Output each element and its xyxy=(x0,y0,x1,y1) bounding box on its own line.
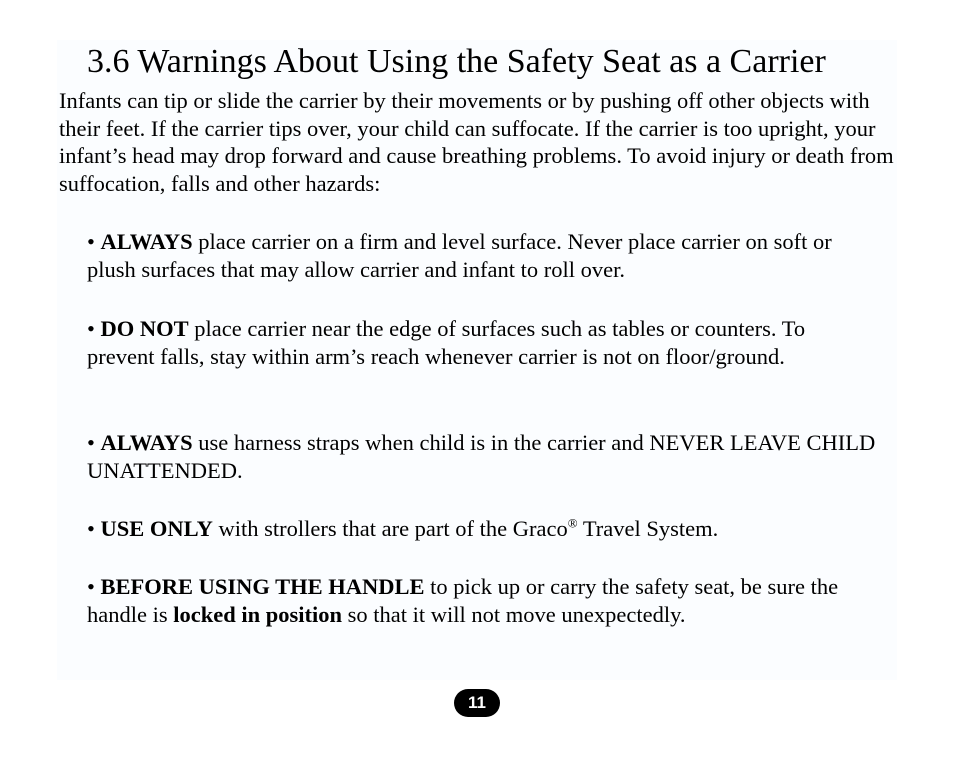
warning-text: to pick up or carry the safety seat, be sure the handle is xyxy=(87,574,839,627)
warning-text: place carrier on a firm and level surface. Never place carrier on soft or plush surfaces that may allow carrier and infant to roll over. xyxy=(87,229,832,282)
warning-emphasis: locked in position xyxy=(173,601,343,627)
bullet-glyph: • xyxy=(87,430,95,455)
warning-text: place carrier near the edge of surfaces such as tables or counters. To prevent falls, stay within arm’s reach whenever carrier is not on floor/ground. xyxy=(87,316,806,369)
warning-lead: ALWAYS xyxy=(100,229,193,254)
warning-text: use harness straps when child is in the carrier and NEVER LEAVE CHILD UNATTENDED. xyxy=(87,430,876,483)
warning-lead: ALWAYS xyxy=(100,430,193,455)
warning-item-edge-of-surfaces xyxy=(87,315,877,370)
warning-text: so that it will not move unexpectedly. xyxy=(342,601,686,627)
bullet-glyph: • xyxy=(87,316,95,341)
warning-lead: BEFORE USING THE HANDLE xyxy=(100,574,425,599)
bullet-glyph: • xyxy=(87,229,95,254)
warning-item-strollers xyxy=(87,515,877,543)
warning-text: Travel System. xyxy=(577,516,719,541)
registered-mark: ® xyxy=(567,515,578,531)
page-title: 3.6 Warnings About Using the Safety Seat as a Carrier xyxy=(87,43,826,80)
page-number-badge: 11 xyxy=(454,689,500,717)
warning-item-firm-surface xyxy=(87,228,877,283)
bullet-glyph: • xyxy=(87,516,95,541)
warning-item-handle xyxy=(87,573,877,628)
intro-paragraph: Infants can tip or slide the carrier by their movements or by pushing off other objects with their feet. If the carrier tips over, your child can suffocate. If the carrier is too upright, your infant’s head may drop forward and cause breathing problems. To avoid injury or death from suffocation, falls and other hazards: xyxy=(59,88,894,196)
warning-text: with strollers that are part of the Graco xyxy=(212,516,568,541)
bullet-glyph: • xyxy=(87,574,95,599)
warning-lead: USE ONLY xyxy=(100,516,213,541)
warning-item-harness-straps xyxy=(87,429,877,484)
warning-lead: DO NOT xyxy=(100,316,189,341)
